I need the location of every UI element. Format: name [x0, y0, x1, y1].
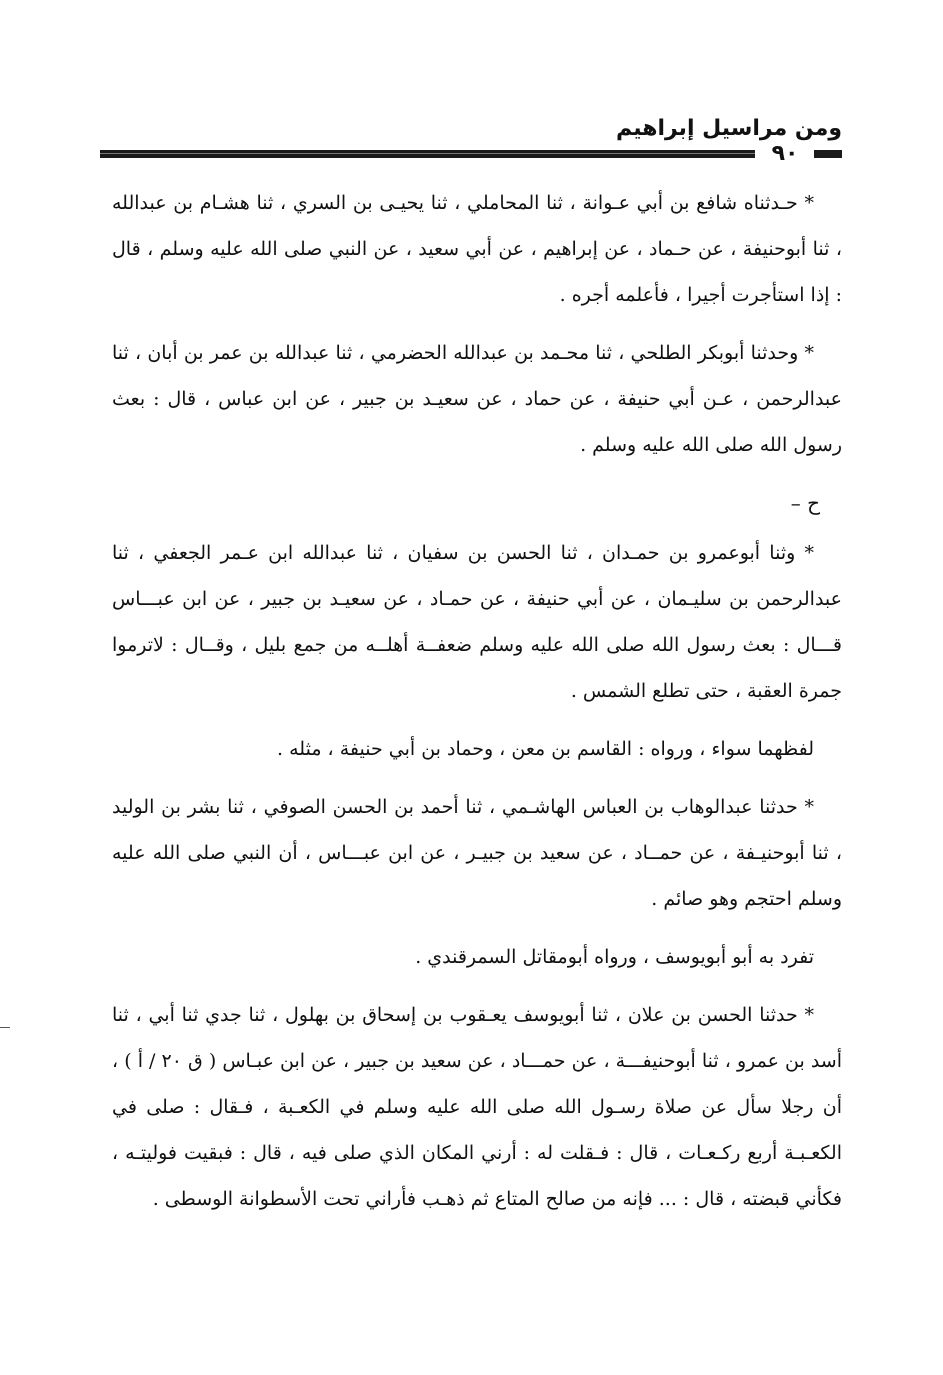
paragraph-3: * وثنا أبوعمرو بن حمـدان ، ثنا الحسن بن سفيان ، ثنا عبدالله ابن عـمر الجعفي ، ثنا عبدالرحمن بن سليـمان ، عن أبي حنيفة ، عن حمـاد ، عن سعيـد بن جبير ، عن ابن عبـــاس قـــال : بعث رسول الله صلى الله عليه وسلم ضعفــة أهلــه من جمع بليل ، وقــال : لاترموا جمرة العقبة ، حتى تطلع الشمس . [112, 542, 842, 702]
paragraph-marker: ح – [790, 491, 820, 515]
header-rule-short [814, 150, 842, 158]
paragraph-2: * وحدثنا أبوبكر الطلحي ، ثنا محـمد بن عبدالله الحضرمي ، ثنا عبدالله بن عمر بن أبان ، ثنا عبدالرحمن ، عـن أبي حنيفة ، عن حماد ، عن سعيـد بن جبير ، عن ابن عباس ، قال : بعث رسول الله صلى الله عليه وسلم . [112, 342, 842, 456]
paragraph-7: * حدثنا الحسن بن علان ، ثنا أبويوسف يعـقوب بن إسحاق بن بهلول ، ثنا جدي ثنا أبي ، ثنا أسد بن عمرو ، ثنا أبوحنيفـــة ، عن حمـــاد ، عن سعيد بن جبير ، عن ابن عبـاس ( ق ٢٠ / أ ) ، أن رجلا سأل عن صلاة رسـول الله صلى الله عليه وسلم في الكعـبة ، فـقال : صلى في الكعـبـة أربع ركـعـات ، قال : فـقلت له : أرني المكان الذي صلى فيه ، قال : فبقيت فوليتـه ، فكأني قبضته ، قال : ... فإنه من صالح المتاع ثم ذهـب فأراني تحت الأسطوانة الوسطى . [112, 1004, 842, 1210]
paragraph-6: تفرد به أبو أبويوسف ، ورواه أبومقاتل السمرقندي . [415, 946, 814, 968]
paragraph-5: * حدثنا عبدالوهاب بن العباس الهاشـمي ، ثنا أحمد بن الحسن الصوفي ، ثنا بشر بن الوليد ، ثنا أبوحنيـفة ، عن حمــاد ، عن سعيد بن جبيـر ، عن ابن عبـــاس ، أن النبي صلى الله عليه وسلم احتجم وهو صائم . [112, 796, 842, 910]
body-text [112, 180, 842, 1234]
margin-tick [0, 1027, 10, 1028]
header-rule-long [100, 150, 755, 158]
paragraph-1: * حـدثناه شافع بن أبي عـوانة ، ثنا المحاملي ، ثنا يحيـى بن السري ، ثنا هشـام بن عبدالله ، ثنا أبوحنيفة ، عن حـماد ، عن إبراهيم ، عن أبي سعيد ، عن النبي صلى الله عليه وسلم ، قال : إذا استأجرت أجيرا ، فأعلمه أجره . [112, 192, 842, 306]
page-number: ٩٠ [771, 141, 799, 166]
paragraph-4: لفظهما سواء ، ورواه : القاسم بن معن ، وحماد بن أبي حنيفة ، مثله . [277, 738, 814, 760]
page-header [100, 112, 842, 172]
running-title: ومن مراسيل إبراهيم [615, 116, 842, 141]
